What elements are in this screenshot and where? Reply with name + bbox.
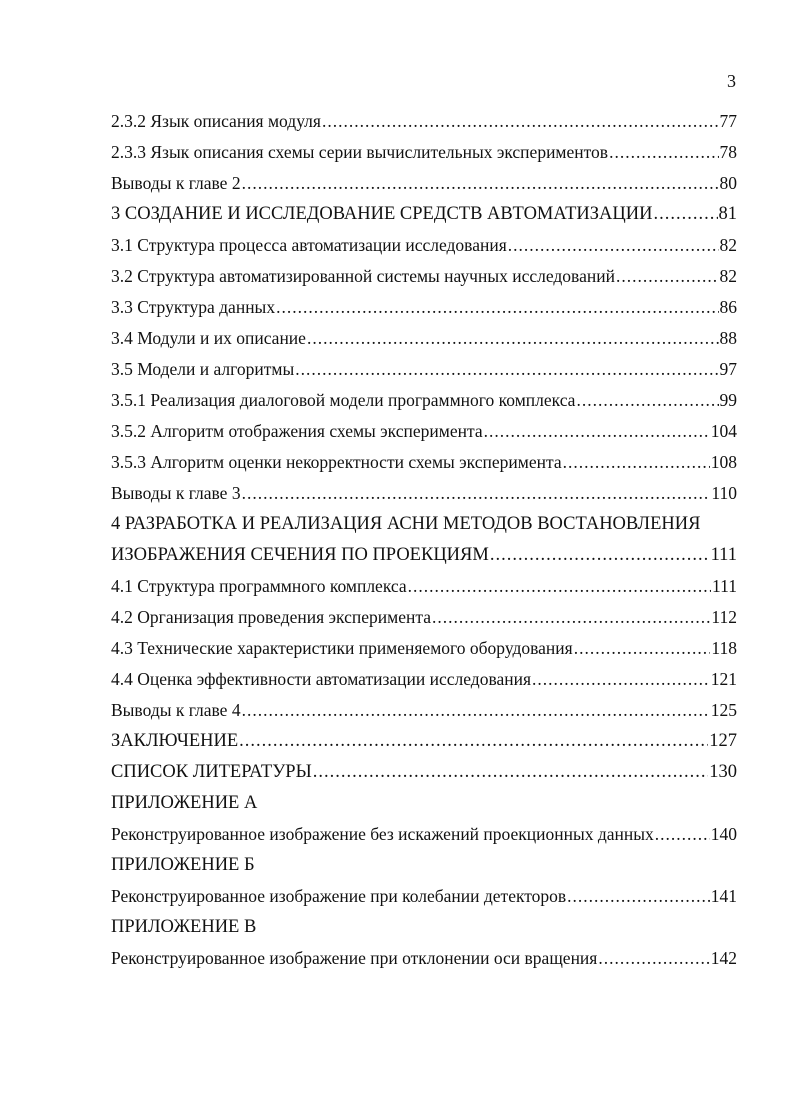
toc-entry-title: Реконструированное изображение без искажений проекционных данных [111,824,654,844]
toc-leader-dots [295,359,718,380]
toc-entry [111,204,737,235]
toc-entry [111,297,737,328]
toc-leader-dots [242,483,711,504]
toc-entry [111,948,737,979]
toc-entry [111,824,737,855]
toc-entry [111,793,737,824]
toc-entry-title: СПИСОК ЛИТЕРАТУРЫ [111,762,312,782]
toc-entry-page: 82 [719,266,737,286]
toc-entry [111,328,737,359]
toc-leader-dots [508,235,719,256]
toc-entry [111,855,737,886]
toc-entry [111,452,737,483]
toc-entry-title: 3.5.2 Алгоритм отображения схемы эксперимента [111,421,483,441]
toc-entry [111,266,737,297]
toc-entry-title: 3.3 Структура данных [111,297,276,317]
toc-leader-dots [654,204,718,225]
toc-entry-page: 130 [709,762,737,782]
toc-entry [111,483,737,514]
toc-entry-title: 3.5.1 Реализация диалоговой модели программного комплекса [111,390,576,410]
toc-entry [111,669,737,700]
toc-entry-title: Выводы к главе 2 [111,173,241,193]
toc-entry-page: 110 [711,483,737,503]
toc-leader-dots [567,886,710,907]
toc-entry-title: 2.3.2 Язык описания модуля [111,111,321,131]
toc-entry-page: 142 [710,948,737,968]
toc-entry-page: 77 [719,111,737,131]
toc-entry-page: 118 [711,638,737,658]
page-number: 3 [727,71,736,91]
toc-entry-title: ИЗОБРАЖЕНИЯ СЕЧЕНИЯ ПО ПРОЕКЦИЯМ [111,545,489,565]
toc-entry-title: ЗАКЛЮЧЕНИЕ [111,731,239,751]
toc-entry [111,638,737,669]
toc-leader-dots [432,607,710,628]
toc-leader-dots [655,824,710,845]
toc-entry-page: 111 [710,545,737,565]
toc-entry-page: 104 [710,421,737,441]
toc-entry-page: 112 [711,607,737,627]
toc-entry-title: ПРИЛОЖЕНИЕ Б [111,855,255,875]
toc-entry-page: 125 [710,700,737,720]
toc-entry-page: 78 [719,142,737,162]
toc-entry [111,514,737,545]
toc-entry-page: 127 [709,731,737,751]
toc-entry [111,359,737,390]
toc-entry-title: 4.2 Организация проведения эксперимента [111,607,431,627]
toc-entry-page: 111 [712,576,737,596]
toc-entry-page: 86 [719,297,737,317]
toc-leader-dots [616,266,719,287]
toc-entry-title: 2.3.3 Язык описания схемы серии вычислительных экспериментов [111,142,609,162]
toc-entry-page: 82 [719,235,737,255]
toc-entry [111,886,737,917]
toc-entry-title: 3.1 Структура процесса автоматизации исследования [111,235,507,255]
toc-leader-dots [276,297,718,318]
toc-entry-title: 3.5.3 Алгоритм оценки некорректности схемы эксперимента [111,452,562,472]
toc-leader-dots [490,545,710,566]
toc-entry-page: 108 [710,452,737,472]
toc-leader-dots [598,948,709,969]
toc-entry-page: 99 [719,390,737,410]
toc-entry-title: Выводы к главе 4 [111,700,241,720]
toc-entry [111,917,737,948]
toc-entry [111,731,737,762]
toc-entry-title: 3.5 Модели и алгоритмы [111,359,295,379]
toc-leader-dots [313,762,709,783]
toc-entry-title: Выводы к главе 3 [111,483,241,503]
toc-entry-page: 97 [719,359,737,379]
toc-entry-page: 80 [719,173,737,193]
toc-entry [111,576,737,607]
toc-entry-title: 3.4 Модули и их описание [111,328,306,348]
table-of-contents [111,111,737,979]
toc-entry-page: 81 [718,204,737,224]
toc-leader-dots [609,142,718,163]
toc-leader-dots [242,173,719,194]
toc-entry [111,142,737,173]
toc-leader-dots [307,328,719,349]
toc-entry-title: 3 СОЗДАНИЕ И ИССЛЕДОВАНИЕ СРЕДСТВ АВТОМАТИЗАЦИИ [111,204,653,224]
toc-entry [111,235,737,266]
toc-leader-dots [484,421,710,442]
toc-leader-dots [408,576,711,597]
toc-entry-title: 4.3 Технические характеристики применяемого оборудования [111,638,573,658]
toc-entry [111,173,737,204]
toc-entry [111,111,737,142]
toc-leader-dots [574,638,711,659]
toc-entry-title: 3.2 Структура автоматизированной системы научных исследований [111,266,615,286]
toc-entry-page: 88 [719,328,737,348]
toc-entry [111,421,737,452]
toc-entry-title: Реконструированное изображение при колебании детекторов [111,886,567,906]
toc-entry-title: ПРИЛОЖЕНИЕ А [111,793,258,813]
toc-entry [111,390,737,421]
toc-entry-title: 4 РАЗРАБОТКА И РЕАЛИЗАЦИЯ АСНИ МЕТОДОВ ВОСТАНОВЛЕНИЯ [111,514,701,534]
toc-entry-title: 4.4 Оценка эффективности автоматизации исследования [111,669,532,689]
toc-entry [111,607,737,638]
toc-leader-dots [239,731,708,752]
toc-leader-dots [563,452,710,473]
toc-leader-dots [322,111,719,132]
toc-entry-page: 121 [710,669,737,689]
toc-entry-title: 4.1 Структура программного комплекса [111,576,407,596]
toc-entry [111,762,737,793]
toc-leader-dots [532,669,710,690]
toc-leader-dots [242,700,710,721]
toc-entry-title: Реконструированное изображение при отклонении оси вращения [111,948,598,968]
toc-entry [111,700,737,731]
toc-entry-page: 140 [710,824,737,844]
toc-entry [111,545,737,576]
toc-leader-dots [576,390,718,411]
toc-entry-page: 141 [710,886,737,906]
toc-entry-title: ПРИЛОЖЕНИЕ В [111,917,257,937]
